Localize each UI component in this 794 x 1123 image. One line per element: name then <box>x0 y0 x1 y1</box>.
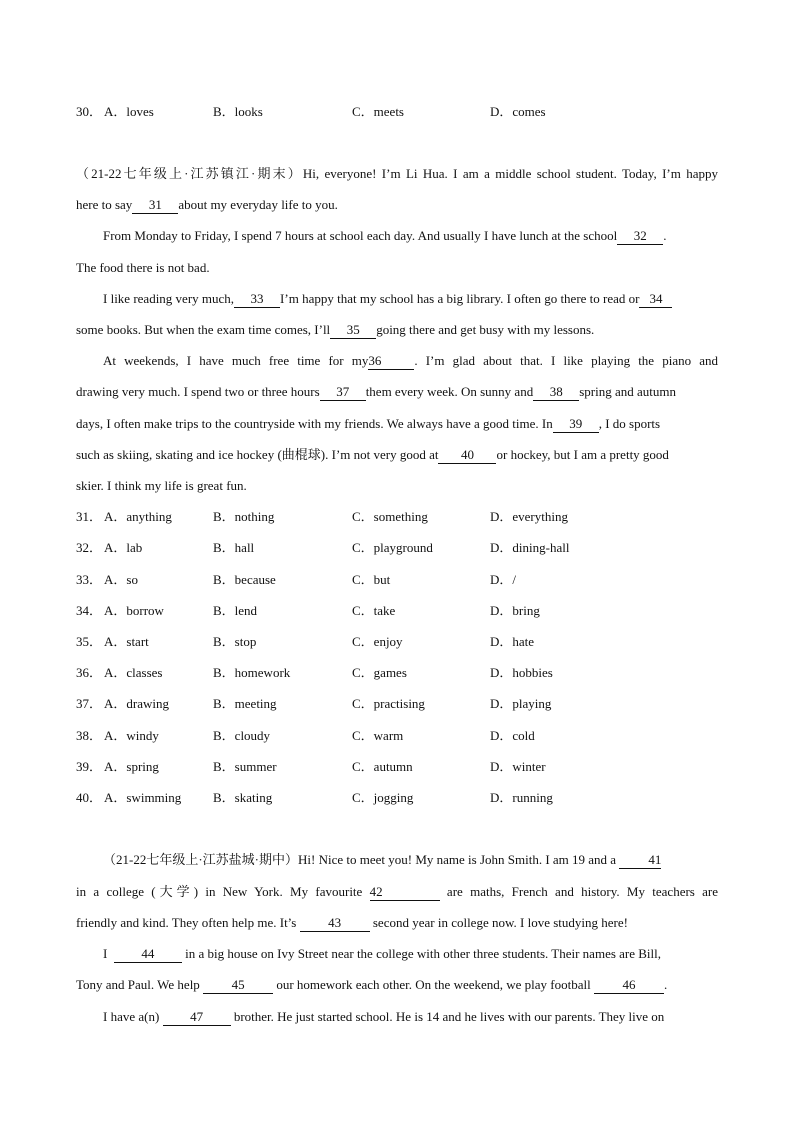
blank-39: 39 <box>553 416 599 433</box>
passage2-line: （21-22七年级上·江苏盐城·期中）Hi! Nice to meet you! My name is John Smith. I am 19 and a 41 <box>103 852 662 867</box>
blank-46: 46 <box>594 977 664 994</box>
blank-44: 44 <box>114 946 182 963</box>
blank-40: 40 <box>438 447 496 464</box>
blank-34: 34 <box>639 291 672 308</box>
blank-31: 31 <box>132 197 178 214</box>
passage1-line: some books. But when the exam time comes, I’ll 35 going there and get busy with my lessons. <box>76 322 595 337</box>
blank-37: 37 <box>320 384 366 401</box>
option-c: C．meets <box>352 104 404 119</box>
passage1-line: drawing very much. I spend two or three hours 37 them every week. On sunny and 38 spring and autumn <box>76 384 676 399</box>
blank-41: 41 <box>619 852 661 869</box>
passage1-source: （21-22七年级上·江苏镇江·期末） <box>76 166 303 181</box>
passage1-line: From Monday to Friday, I spend 7 hours at school each day. And usually I have lunch at the school 32 . <box>103 228 667 243</box>
question-number: 30． <box>76 104 103 119</box>
passage1-line: I like reading very much, 33 I’m happy that my school has a big library. I often go there to read or 34 <box>103 290 718 308</box>
blank-32: 32 <box>617 228 663 245</box>
option-b: B．looks <box>213 104 263 119</box>
passage2-source: （21-22七年级上·江苏盐城·期中） <box>103 852 298 867</box>
passage2-line: in a college (大学) in New York. My favourite 42 are maths, French and history. My teachers are <box>76 884 719 899</box>
blank-45: 45 <box>203 977 273 994</box>
passage2-line: friendly and kind. They often help me. It’s 43 second year in college now. I love studying here! <box>76 915 628 930</box>
blank-35: 35 <box>330 322 376 339</box>
passage1-line: such as skiing, skating and ice hockey (曲棍球). I’m not very good at 40 or hockey, but I am a pretty good <box>76 447 669 462</box>
passage1-line: At weekends, I have much free time for my36 . I’m glad about that. I like playing the piano and <box>103 353 718 368</box>
option-d: D．comes <box>490 104 546 119</box>
passage2-line: I 44 in a big house on Ivy Street near the college with other three students. Their names are Bill, <box>103 946 662 961</box>
passage1-line: here to say 31 about my everyday life to you. <box>76 197 338 212</box>
blank-38: 38 <box>533 384 579 401</box>
blank-36: 36 <box>368 353 414 370</box>
blank-47: 47 <box>163 1009 231 1026</box>
passage2-line: Tony and Paul. We help 45 our homework each other. On the weekend, we play football 46 . <box>76 977 668 992</box>
exam-page: 30． A．loves B．looks C．meets D．comes （21-22七年级上·江苏镇江·期末）Hi, everyone! I’m Li Hua. I am a middle school student. Today, I’m happy here to say 31 about my everyday life to you. From Monday to Friday, I spend 7 hours at school each day. And usually I have lunch at the school 32 . The food there is not bad. I like reading very much, 33 I’m happy that my school has a big library. I often go there to read or 34 some books. But when the exam time comes, I’ll 35 going there and get busy with my lessons. At weekends, I have much free time for my36 . I’m glad about that. I like playing the piano and drawing very much. I spend two or three hours 37 them every week. On sunny and 38 spring and autumn days, I often make trips to the countryside with my friends. We always have a good time. In 39 , I do sports such as skiing, skating and ice hockey (曲棍球). I’m not very good at 40 or hockey, but I am a pretty good skier. I think my life is great fun. 31． A．anything B．nothing C．something D．everything 32． A．lab B．hall C．playground D．dining-hall 33． A．so B．because C．but D．/ 34． A．borrow B．lend C．take D．bring 35． A．start B．stop C．enjoy D．hate 36． A．classes B．homework C．games D．hobbies 37． A．drawing B．meeting C．practising D．playing 38． A．windy B．cloudy C．warm D．cold 39． A．spring B．summer C．autumn D．winter 40． A．swimming B．skating C．jogging D．running （21-22七年级上·江苏盐城·期中）Hi! Nice to meet you! My name is John Smith. I am 19 and a 41 in a college (大学) in New York. My favourite 42 are maths, French and history. My teachers are friendly and kind. They often help me. It’s 43 second year in college now. I love studying here! I 44 in a big house on Ivy Street near the college with other three students. Their names are Bill, Tony and Paul. We help 45 our homework each other. On the weekend, we play football 46 . I have a(n) 47 brother. He just started school. He is 14 and he lives with our parents. They live on <box>76 104 719 1024</box>
option-a: A．loves <box>104 104 154 119</box>
passage1-line: days, I often make trips to the countryside with my friends. We always have a good time. In 39 , I do sports <box>76 416 661 431</box>
passage2-line: I have a(n) 47 brother. He just started school. He is 14 and he lives with our parents. They live on <box>103 1009 665 1024</box>
passage1-line: （21-22七年级上·江苏镇江·期末）Hi, everyone! I’m Li Hua. I am a middle school student. Today, I’m happy <box>76 166 718 181</box>
passage1-line: The food there is not bad. <box>76 260 210 275</box>
passage1-line: skier. I think my life is great fun. <box>76 478 247 493</box>
blank-33: 33 <box>234 291 280 308</box>
blank-43: 43 <box>300 915 370 932</box>
blank-42: 42 <box>370 884 440 901</box>
